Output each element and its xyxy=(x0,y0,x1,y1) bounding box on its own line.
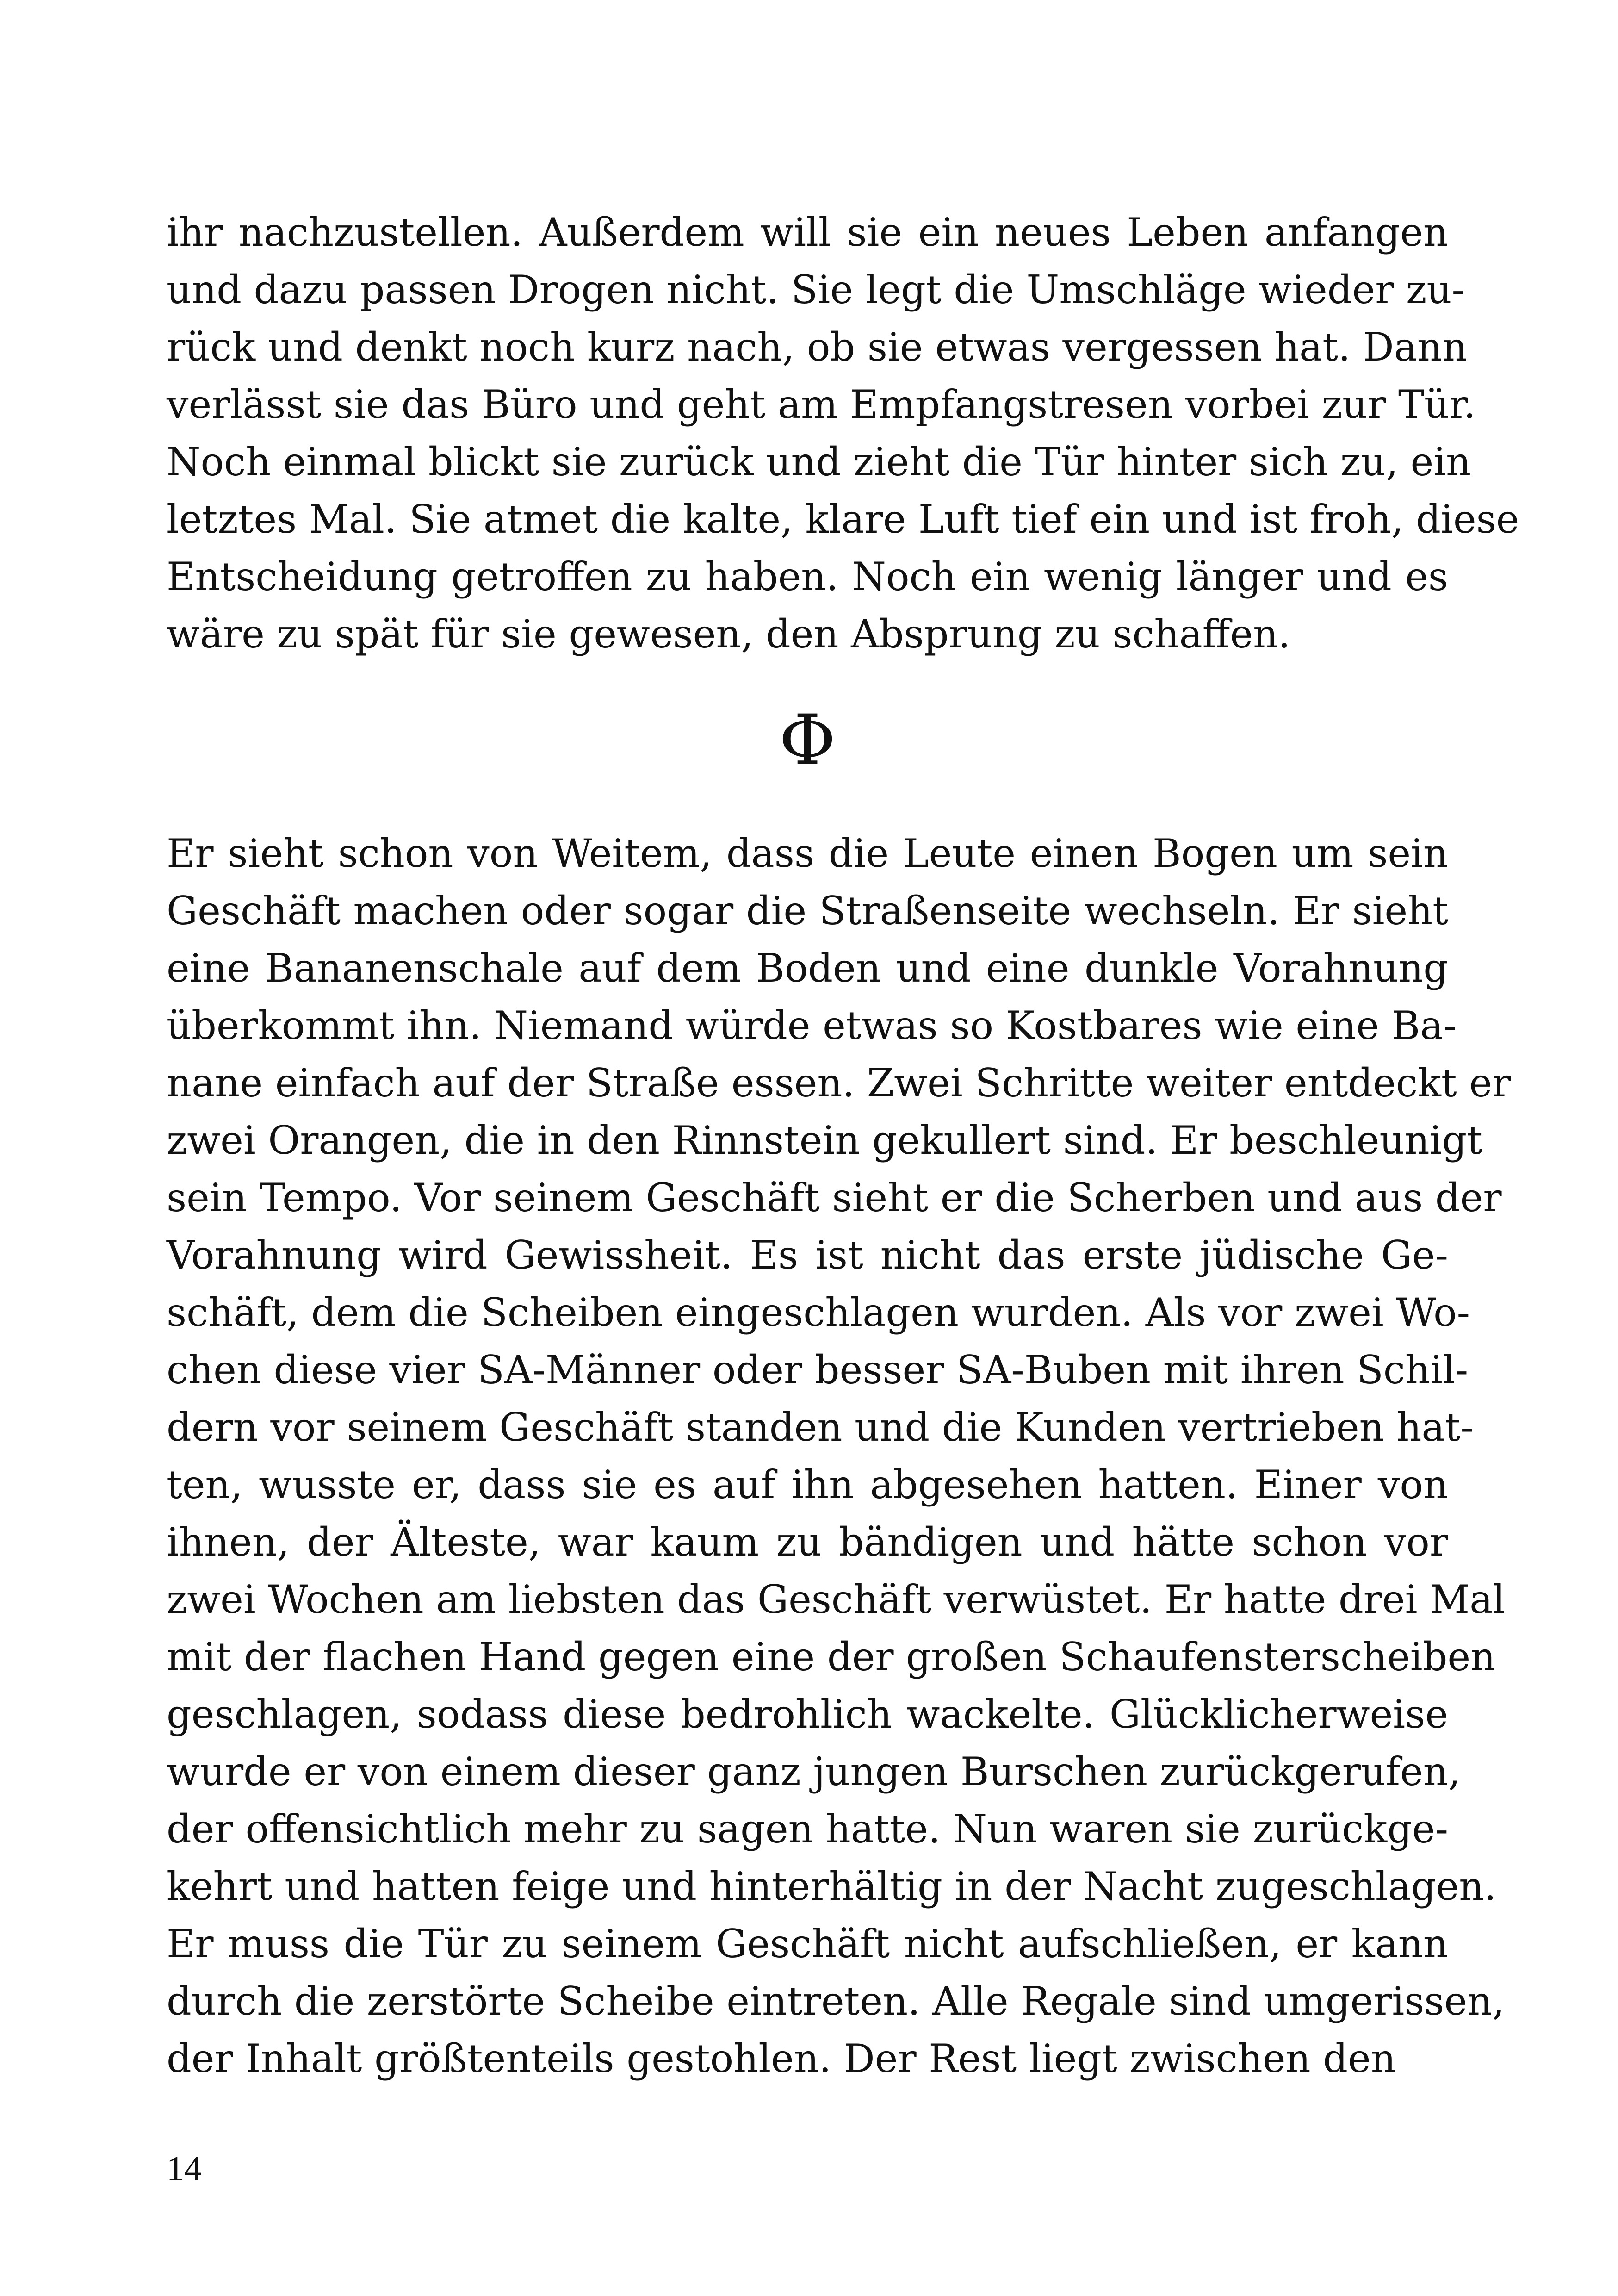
text-line: ten, wusste er, dass sie es auf ihn abgesehen hatten. Einer von xyxy=(167,1462,1448,1507)
page-number: 14 xyxy=(167,2149,202,2188)
text-line: durch die zerstörte Scheibe eintreten. Alle Regale sind umgerissen, xyxy=(167,1979,1505,2024)
text-line: Er muss die Tür zu seinem Geschäft nicht aufschließen, er kann xyxy=(167,1921,1448,1966)
text-line: kehrt und hatten feige und hinterhältig in der Nacht zugeschlagen. xyxy=(167,1864,1497,1909)
text-line: ihr nachzustellen. Außerdem will sie ein neues Leben anfangen xyxy=(167,210,1448,255)
text-line: überkommt ihn. Niemand würde etwas so Kostbares wie eine Ba- xyxy=(167,1003,1457,1048)
text-line: wurde er von einem dieser ganz jungen Burschen zurückgerufen, xyxy=(167,1749,1461,1794)
text-line: der Inhalt größtenteils gestohlen. Der Rest liegt zwischen den xyxy=(167,2036,1396,2081)
text-line: sein Tempo. Vor seinem Geschäft sieht er die Scherben und aus der xyxy=(167,1175,1502,1220)
text-line: wäre zu spät für sie gewesen, den Absprung zu schaffen. xyxy=(167,611,1290,657)
text-line: Entscheidung getroffen zu haben. Noch ein wenig länger und es xyxy=(167,554,1448,599)
text-line: nane einfach auf der Straße essen. Zwei Schritte weiter entdeckt er xyxy=(167,1060,1511,1106)
text-line: rück und denkt noch kurz nach, ob sie etwas vergessen hat. Dann xyxy=(167,324,1468,370)
text-line: der offensichtlich mehr zu sagen hatte. Nun waren sie zurückge- xyxy=(167,1806,1448,1852)
text-line: und dazu passen Drogen nicht. Sie legt die Umschläge wieder zu- xyxy=(167,267,1465,312)
text-line: Geschäft machen oder sogar die Straßenseite wechseln. Er sieht xyxy=(167,888,1448,933)
text-line: verlässt sie das Büro und geht am Empfangstresen vorbei zur Tür. xyxy=(167,382,1476,427)
section-separator-phi: Φ xyxy=(779,700,836,781)
text-line: Er sieht schon von Weitem, dass die Leute einen Bogen um sein xyxy=(167,831,1448,876)
text-line: Noch einmal blickt sie zurück und zieht die Tür hinter sich zu, ein xyxy=(167,439,1471,485)
text-line: mit der flachen Hand gegen eine der großen Schaufensterscheiben xyxy=(167,1634,1496,1680)
text-line: Vorahnung wird Gewissheit. Es ist nicht das erste jüdische Ge- xyxy=(167,1232,1448,1278)
paragraph-1 xyxy=(167,204,1519,663)
text-line: letztes Mal. Sie atmet die kalte, klare Luft tief ein und ist froh, diese xyxy=(167,497,1519,542)
text-line: zwei Wochen am liebsten das Geschäft verwüstet. Er hatte drei Mal xyxy=(167,1577,1506,1622)
text-line: zwei Orangen, die in den Rinnstein gekullert sind. Er beschleunigt xyxy=(167,1118,1483,1163)
text-line: ihnen, der Älteste, war kaum zu bändigen und hätte schon vor xyxy=(167,1519,1448,1565)
text-line: chen diese vier SA-Männer oder besser SA-Buben mit ihren Schil- xyxy=(167,1347,1469,1393)
text-line: dern vor seinem Geschäft standen und die Kunden vertrieben hat- xyxy=(167,1405,1474,1450)
text-line: eine Bananenschale auf dem Boden und eine dunkle Vorahnung xyxy=(167,946,1448,991)
text-line: schäft, dem die Scheiben eingeschlagen wurden. Als vor zwei Wo- xyxy=(167,1290,1470,1335)
text-line: geschlagen, sodass diese bedrohlich wackelte. Glücklicherweise xyxy=(167,1692,1448,1737)
paragraph-2 xyxy=(167,825,1511,2087)
